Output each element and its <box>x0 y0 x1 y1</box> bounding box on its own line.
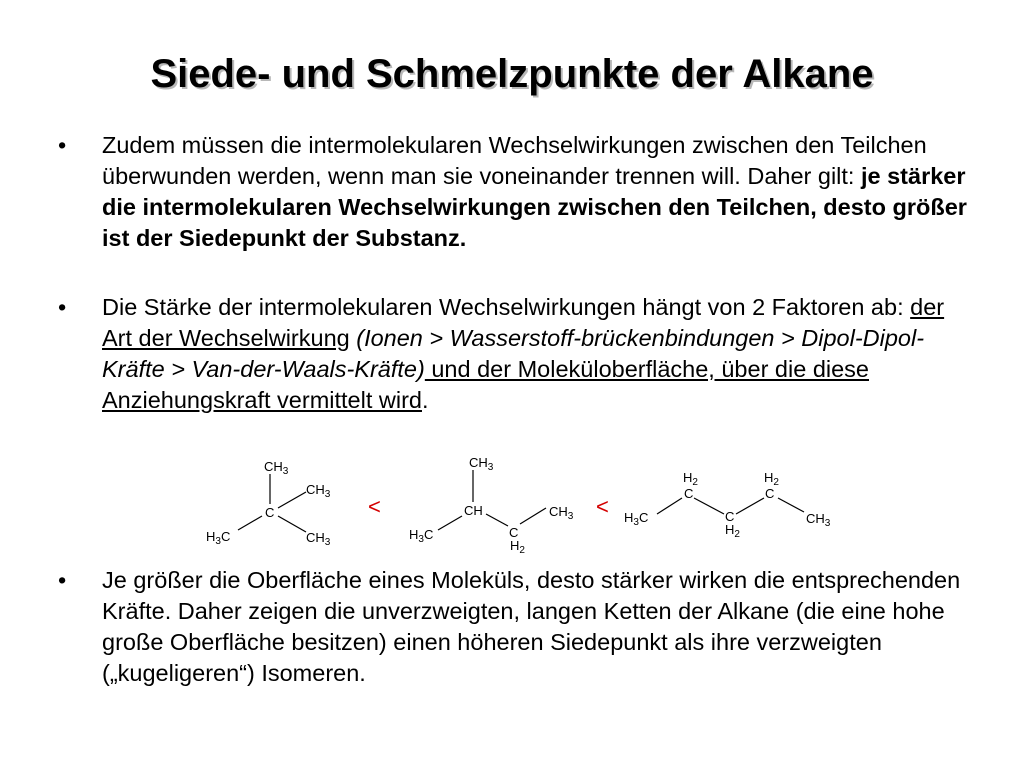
molecule2-h3c: $H_3C$ <box>409 527 434 545</box>
bullet2-text: Die Stärke der intermolekularen Wechselwirkungen hängt von 2 Faktoren ab: <box>102 294 911 320</box>
bullet-marker: • <box>58 294 67 320</box>
page-title: Siede- und Schmelzpunkte der Alkane <box>150 52 874 96</box>
alkane-structures-figure <box>180 450 860 560</box>
molecule2-c: C <box>509 525 519 540</box>
bullet-text <box>102 130 972 254</box>
bullet-text <box>102 292 972 416</box>
less-than-symbol-2: < <box>596 494 609 519</box>
molecule2-ch3-right: $CH_3$ <box>549 504 574 522</box>
molecule3-h2-bottom: $H_2$ <box>725 522 740 540</box>
molecule1-ch3-right: $CH_3$ <box>306 482 331 500</box>
bullet-marker: • <box>58 567 67 593</box>
molecule3-c-2: C <box>725 509 735 524</box>
molecule3-h2-top-2: $H_2$ <box>764 470 779 488</box>
bullet2-italic-text: (Ionen > Wasserstoff-brückenbindungen > Dipol-Dipol-Kräfte > Van-der-Waals-Kräfte) <box>102 325 925 382</box>
bullet-text: Je größer die Oberfläche eines Moleküls, desto stärker wirken die entsprechenden Kräfte. Daher zeigen die unverzweigten, langen Ketten der Alkane (die eine hohe große Oberfläche besitzen) einen höheren Siedepunkt als ihre verzweigten („kugeligeren“) Isomeren. <box>102 567 961 686</box>
isopentane-structure <box>438 470 546 530</box>
bullet1-bold-text: je stärker die intermolekularen Wechselwirkungen zwischen den Teilchen, desto größer ist der Siedepunkt der Substanz. <box>102 163 967 251</box>
molecule2-ch: CH <box>464 503 483 518</box>
molecule3-h3c: $H_3C$ <box>624 510 649 528</box>
molecule1-c-center: C <box>265 505 275 520</box>
bullet2-underlined-text-1: der Art der Wechselwirkung <box>102 294 945 351</box>
bullet-marker: • <box>58 132 67 158</box>
bullet1-text: Zudem müssen die intermolekularen Wechselwirkungen zwischen den Teilchen überwunden werden, wenn man sie voneinander trennen will. Daher gilt: <box>102 132 927 189</box>
molecule1-ch3-top: $CH_3$ <box>264 459 289 477</box>
molecule3-c-3: C <box>765 486 775 501</box>
molecule3-h2-top-1: $H_2$ <box>683 470 698 488</box>
bullet2-underlined-text-2: und der Moleküloberfläche, über die diese Anziehungskraft vermittelt wird <box>102 356 869 413</box>
less-than-symbol-1: < <box>368 494 381 519</box>
molecule2-ch3-top: $CH_3$ <box>469 455 494 473</box>
molecule2-h2: $H_2$ <box>510 538 525 556</box>
molecule1-h3c: $H_3C$ <box>206 529 231 547</box>
neopentane-structure <box>238 474 306 532</box>
molecule3-ch3: $CH_3$ <box>806 511 831 529</box>
molecule3-c-1: C <box>684 486 694 501</box>
bullet2-end: . <box>421 387 429 413</box>
molecule1-ch3-bottom: $CH_3$ <box>306 530 331 548</box>
